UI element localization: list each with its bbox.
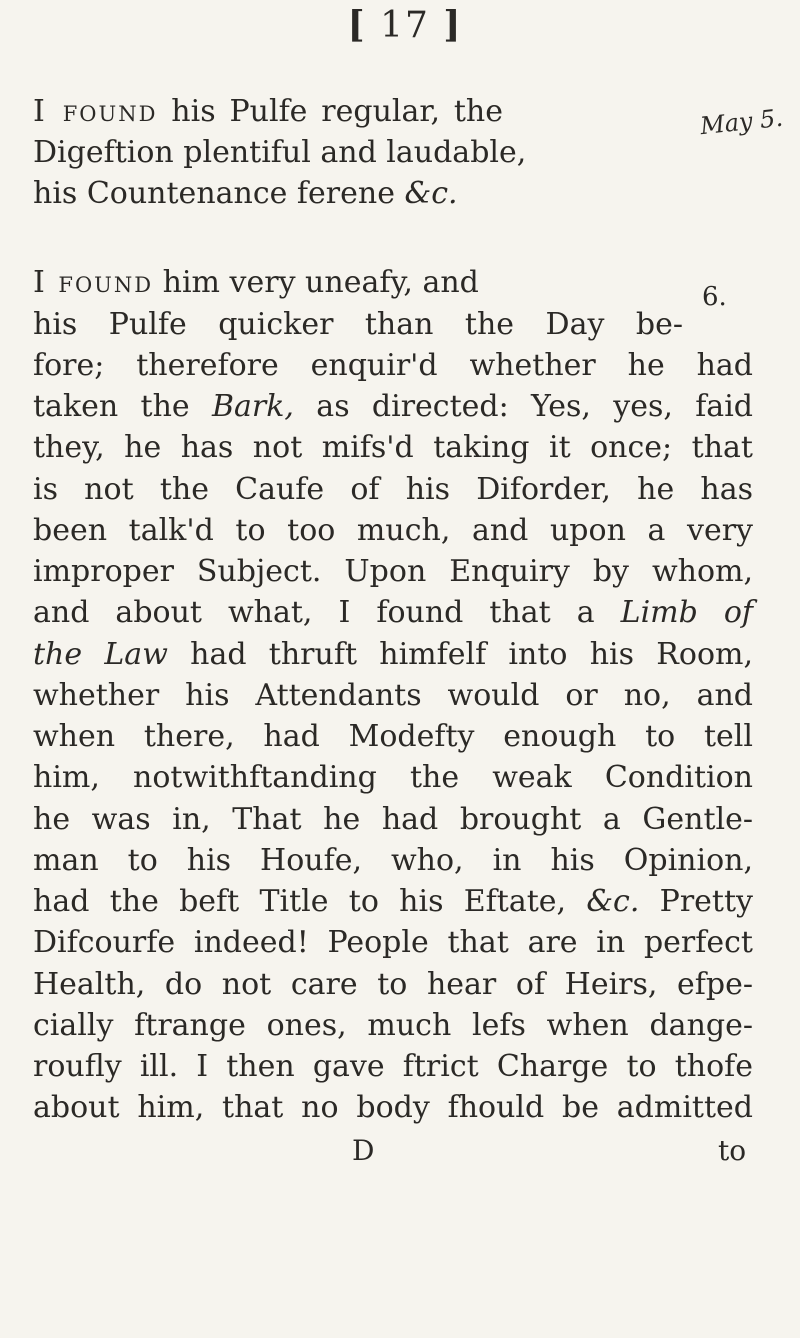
text-line: and about what, I found that a Limb of bbox=[33, 595, 753, 630]
text-line: when there, had Modefty enough to tell bbox=[33, 719, 753, 754]
text-line: I found him very uneafy, and bbox=[33, 265, 479, 300]
text-line: they, he has not mifs'd taking it once; that bbox=[33, 430, 753, 465]
text-line: about him, that no body fhould be admitted bbox=[33, 1090, 753, 1125]
page-number bbox=[255, 4, 555, 46]
text-line: is not the Caufe of his Diforder, he has bbox=[33, 472, 753, 507]
margin-date-may-5: May 5. bbox=[698, 103, 785, 141]
text-line: he was in, That he had brought a Gentle- bbox=[33, 802, 753, 837]
text-line: Digeftion plentiful and laudable, bbox=[33, 135, 527, 170]
margin-date-6: 6. bbox=[702, 282, 727, 312]
italic-term: Limb of bbox=[620, 595, 753, 630]
right-bracket: ] bbox=[443, 4, 463, 46]
italic-term: the Law bbox=[33, 637, 168, 672]
text-line: cially ftrange ones, much lefs when dange- bbox=[33, 1008, 753, 1043]
text-line: had the beft Title to his Eftate, &c. Pretty bbox=[33, 884, 753, 919]
text-line: Difcourfe indeed! People that are in perfect bbox=[33, 925, 753, 960]
text-line: I found his Pulfe regular, the bbox=[33, 94, 503, 129]
text-line: man to his Houfe, who, in his Opinion, bbox=[33, 843, 753, 878]
paragraph-lead: I found bbox=[33, 265, 154, 300]
signature-mark: D bbox=[352, 1134, 375, 1167]
text-line: whether his Attendants would or no, and bbox=[33, 678, 753, 713]
text-line: his Countenance ferene &c. bbox=[33, 176, 458, 211]
text-line: taken the Bark, as directed: Yes, yes, faid bbox=[33, 389, 753, 424]
text-line: him, notwithftanding the weak Condition bbox=[33, 760, 753, 795]
text-line: improper Subject. Upon Enquiry by whom, bbox=[33, 554, 753, 589]
paragraph-lead: I found bbox=[33, 94, 158, 129]
text-line: his Pulfe quicker than the Day be- bbox=[33, 307, 683, 342]
text-line: the Law had thruft himfelf into his Room, bbox=[33, 637, 753, 672]
text-line: roufly ill. I then gave ftrict Charge to thofe bbox=[33, 1049, 753, 1084]
text-line: fore; therefore enquir'd whether he had bbox=[33, 348, 753, 383]
page-number-value: 17 bbox=[380, 5, 430, 46]
text-line: Health, do not care to hear of Heirs, efpe- bbox=[33, 967, 753, 1002]
text-line: been talk'd to too much, and upon a very bbox=[33, 513, 753, 548]
left-bracket: [ bbox=[347, 4, 367, 46]
catchword: to bbox=[718, 1134, 747, 1167]
italic-term: Bark, bbox=[211, 389, 294, 424]
